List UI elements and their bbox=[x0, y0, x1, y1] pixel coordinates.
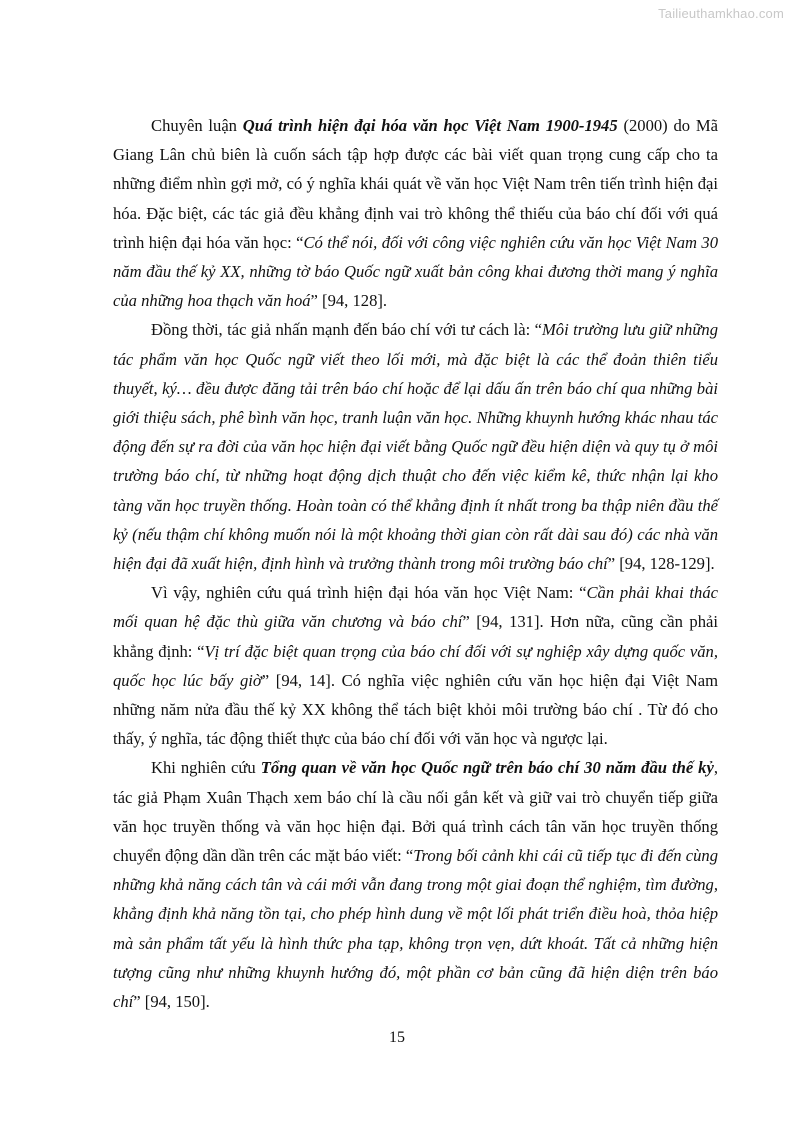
quotation: Môi trường lưu giữ những tác phẩm văn học Quốc ngữ viết theo lối mới, mà đặc biệt là các thể đoản thiên tiểu thuyết, ký… đều được đăng tải trên báo chí hoặc để lại dấu ấn trên báo chí qua những bài giới thiệu sách, phê bình văn học, tranh luận văn học. Những khuynh hướng khác nhau tác động đến sự ra đời của văn học hiện đại viết bằng Quốc ngữ đều hiện diện và quy tụ ở môi trường báo chí, từ những hoạt động dịch thuật cho đến việc kiểm kê, thức nhận lại kho tàng văn học truyền thống. Hoàn toàn có thể khẳng định ít nhất trong ba thập niên đầu thế kỷ (nếu thậm chí không muốn nói là một khoảng thời gian còn rất dài sau đó) các nhà văn hiện đại đã xuất hiện, định hình và trưởng thành trong môi trường báo chí bbox=[113, 320, 718, 574]
quotation: Có thể nói, đối với công việc nghiên cứu văn học Việt Nam 30 năm đầu thế kỷ XX, những tờ báo Quốc ngữ xuất bản công khai đương thời mang ý nghĩa của những hoa thạch văn hoá bbox=[113, 232, 718, 311]
citation: ” [94, 131]. Hơn nữa, cũng cần phải khẳng định: “ bbox=[113, 612, 718, 661]
quotation: Cần phải khai thác mối quan hệ đặc thù giữa văn chương và báo chí bbox=[113, 583, 718, 632]
paragraph-segment: Vì vậy, nghiên cứu quá trình hiện đại hóa văn học Việt Nam: “ bbox=[151, 583, 587, 603]
citation: ” [94, 128-129]. bbox=[607, 554, 715, 574]
quotation: Trong bối cảnh khi cái cũ tiếp tục đi đến cùng những khả năng cách tân và cái mới vẫn đang trong một giai đoạn thể nghiệm, tìm đường, khẳng định khả năng tồn tại, cho phép hình dung về một lối phát triển điều hoà, thỏa hiệp mà sản phẩm tất yếu là hình thức pha tạp, không trọn vẹn, dứt khoát. Tất cả những hiện tượng cũng như những khuynh hướng đó, một phần cơ bản cũng đã hiện diện trên báo chí bbox=[113, 846, 718, 1012]
quotation: Vị trí đặc biệt quan trọng của báo chí đối với sự nghiệp xây dựng quốc văn, quốc học lúc bấy giờ bbox=[113, 641, 719, 690]
citation: ” [94, 14]. Có nghĩa việc nghiên cứu văn học hiện đại Việt Nam những năm nửa đầu thế kỷ XX không thể tách biệt khỏi môi trường báo chí . Từ đó cho thấy, ý nghĩa, tác động thiết thực của báo chí đối với văn học và ngược lại. bbox=[113, 670, 718, 749]
book-title: Tổng quan về văn học Quốc ngữ trên báo chí 30 năm đầu thế kỷ bbox=[260, 758, 714, 778]
paragraph-2 bbox=[113, 315, 718, 578]
watermark: Tailieuthamkhao.com bbox=[658, 6, 784, 21]
paragraph-segment: , tác giả Phạm Xuân Thạch xem báo chí là cầu nối gắn kết và giữ vai trò chuyển tiếp giữa văn học truyền thống và văn học hiện đại. Bởi quá trình cách tân văn học truyền thống chuyển động dần dần trên các mặt báo viết: “ bbox=[113, 758, 719, 866]
paragraph-segment: Khi nghiên cứu bbox=[151, 758, 261, 778]
paragraph-segment: Đồng thời, tác giả nhấn mạnh đến báo chí với tư cách là: “ bbox=[151, 320, 542, 340]
paragraph-segment: Chuyên luận bbox=[151, 116, 243, 135]
paragraph-segment: (2000) do Mã Giang Lân chủ biên là cuốn sách tập hợp được các bài viết quan trọng cung cấp cho ta những điểm nhìn gợi mở, có ý nghĩa khái quát về văn học Việt Nam trên tiến trình hiện đại hóa. Đặc biệt, các tác giả đều khẳng định vai trò không thể thiếu của báo chí đối với quá trình hiện đại hóa văn học: “ bbox=[113, 116, 718, 252]
page-number: 15 bbox=[389, 1029, 405, 1046]
book-title: Quá trình hiện đại hóa văn học Việt Nam 1900-1945 bbox=[242, 116, 618, 135]
paragraph-1 bbox=[113, 111, 718, 315]
body-text bbox=[113, 111, 718, 1016]
paragraph-3 bbox=[113, 578, 718, 753]
citation: ” [94, 128]. bbox=[310, 291, 388, 311]
paragraph-4 bbox=[113, 753, 718, 1016]
citation: ” [94, 150]. bbox=[133, 992, 210, 1012]
